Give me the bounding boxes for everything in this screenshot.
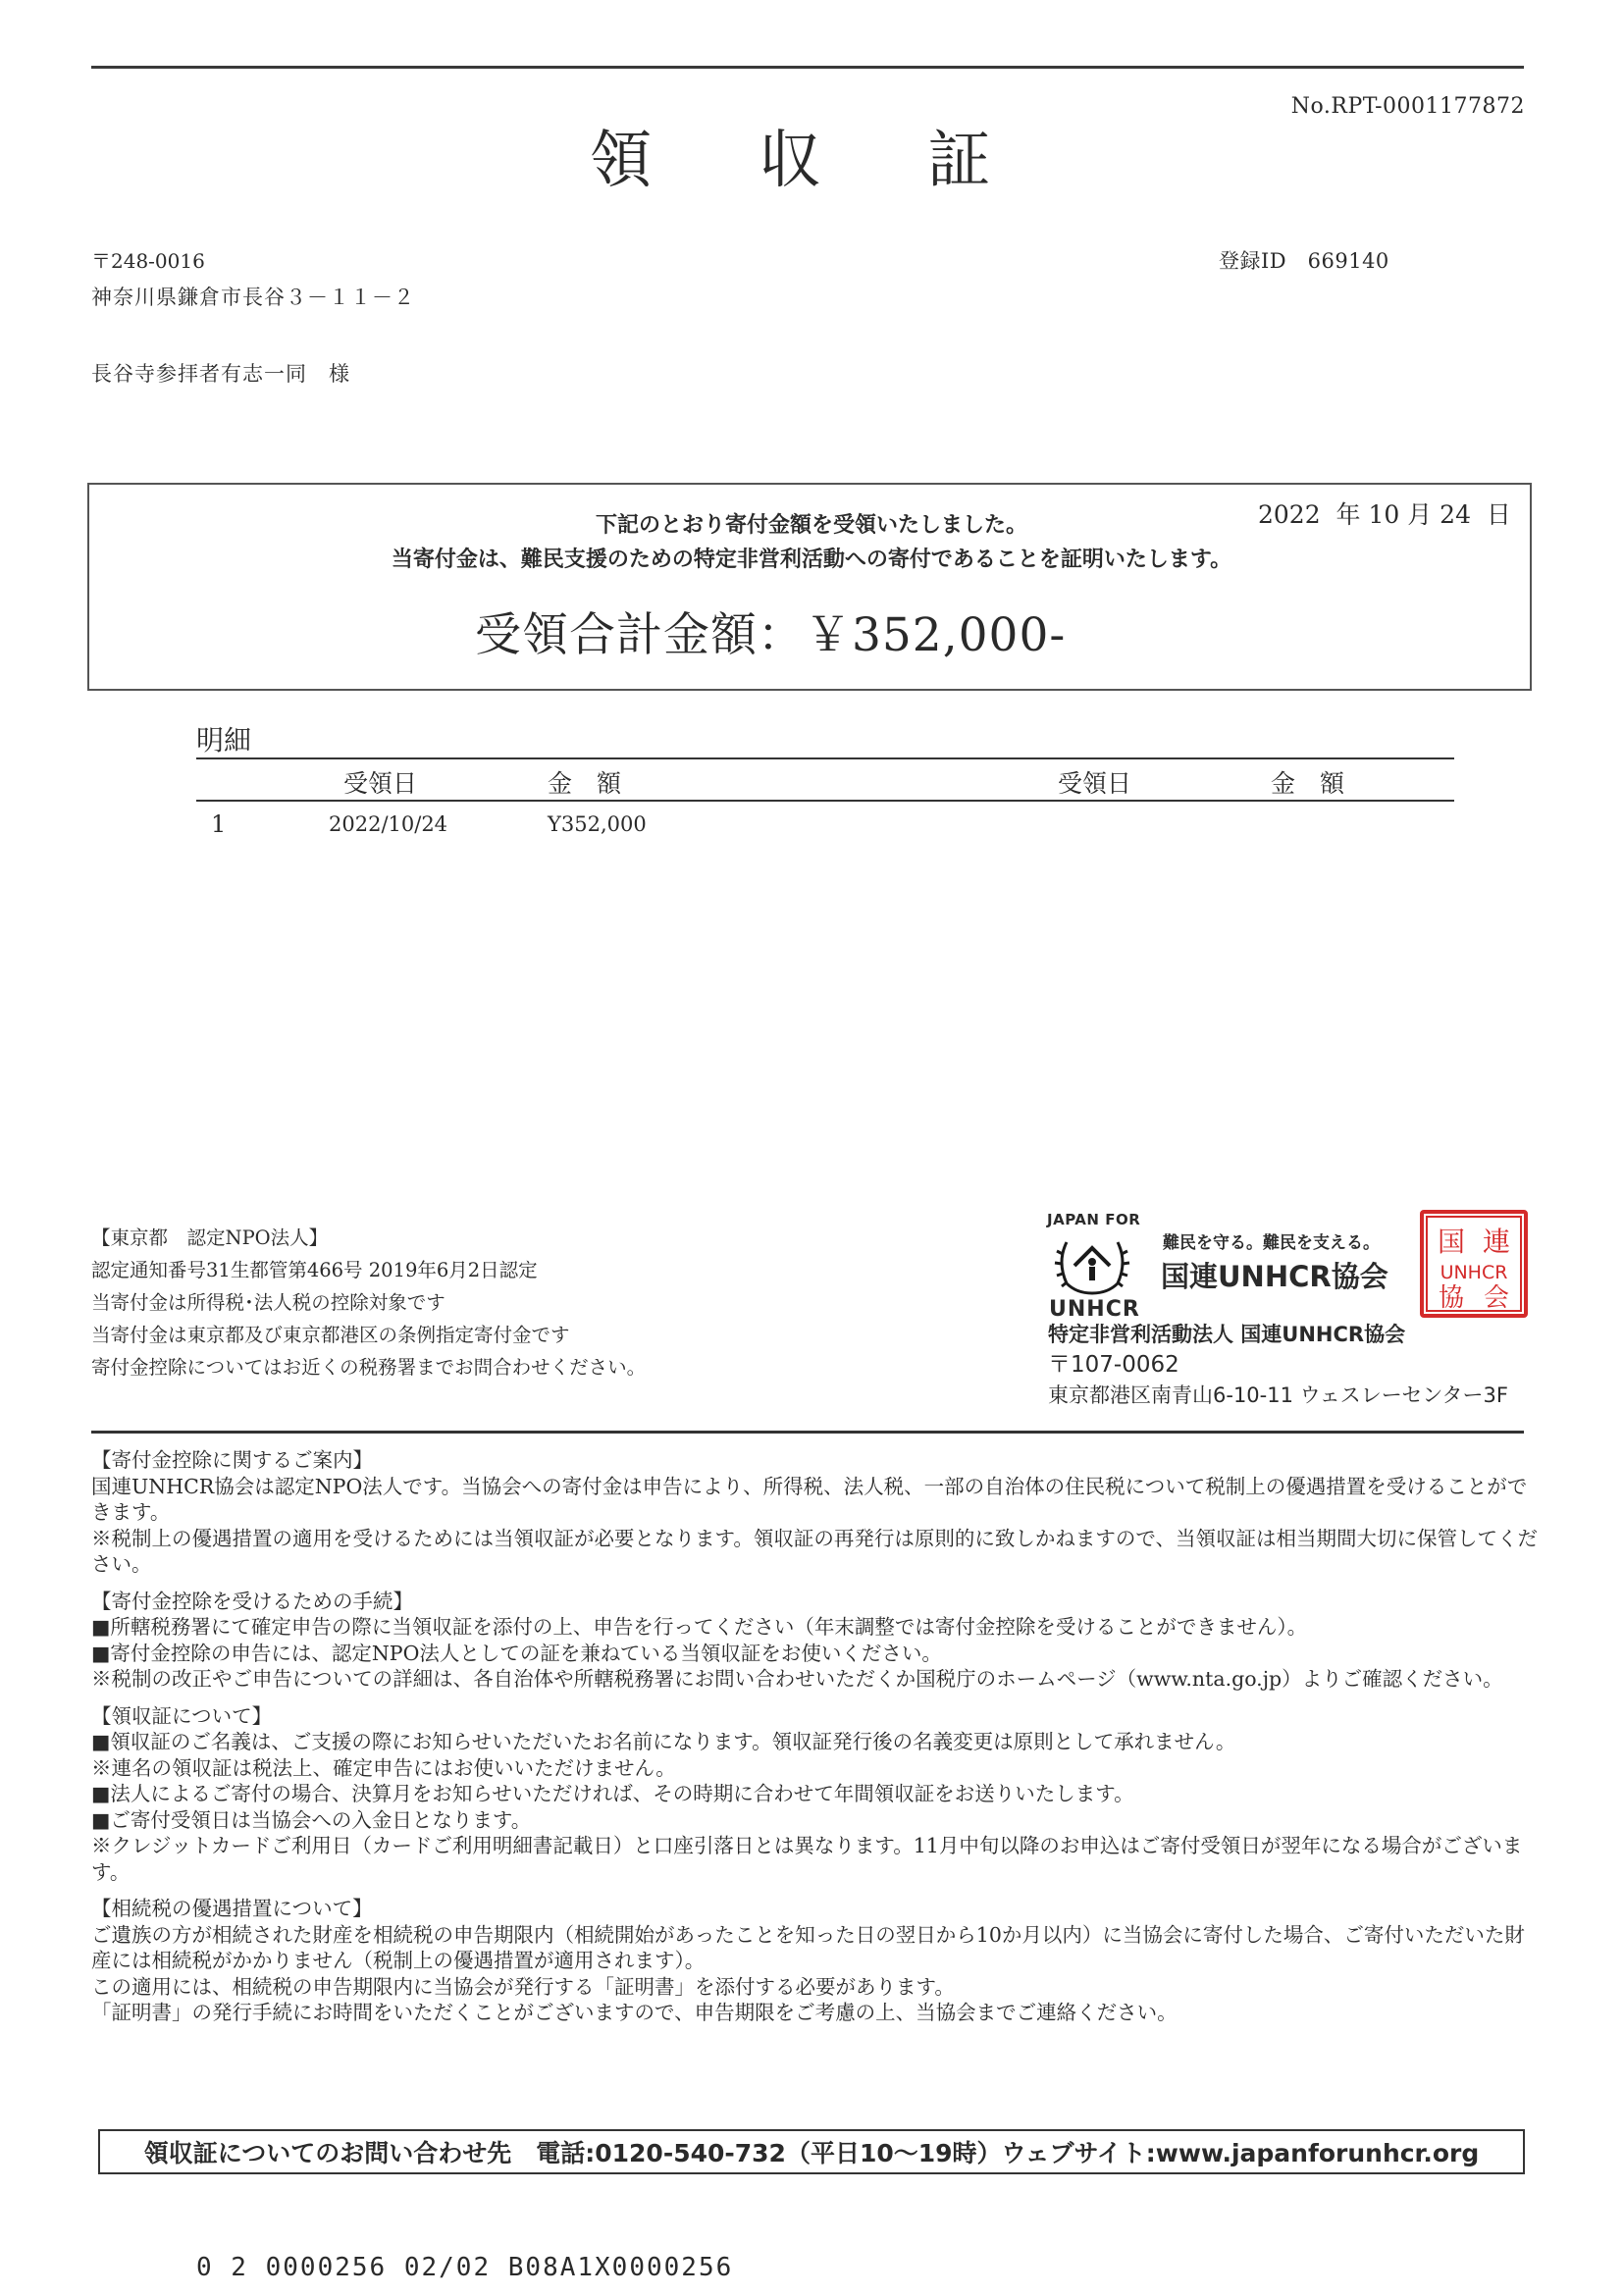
npo-info xyxy=(91,1222,646,1383)
notes-divider xyxy=(91,1431,1524,1434)
summary-statement-1: 下記のとおり寄付金額を受領いたしました。 xyxy=(595,512,1027,538)
recipient-postal-code: 〒248-0016 xyxy=(91,249,205,273)
logo-top-text: JAPAN FOR xyxy=(1047,1211,1141,1228)
note-heading: 【寄付金控除を受けるための手続】 xyxy=(91,1589,413,1613)
npo-info-line: 認定通知番号31生都管第466号 2019年6月2日認定 xyxy=(91,1259,538,1281)
notes-section xyxy=(91,1447,1542,2037)
svg-text:会: 会 xyxy=(1483,1283,1510,1313)
unhcr-emblem-icon xyxy=(1053,1232,1131,1297)
note-line: ■所轄税務署にて確定申告の際に当領収証を添付の上、申告を行ってください（年末調整では寄付金控除を受けることができません）。 xyxy=(91,1615,1308,1639)
details-header-date-1: 受領日 xyxy=(343,769,418,798)
recipient-address: 神奈川県鎌倉市長谷３－１１－２ xyxy=(91,286,415,309)
org-postal: 〒107-0062 xyxy=(1048,1352,1179,1378)
note-line: ※連名の領収証は税法上、確定申告にはお使いいただけません。 xyxy=(91,1755,676,1780)
details-header-rule xyxy=(196,800,1454,802)
note-line: この適用には、相続税の申告期限内に当協会が発行する「証明書」を添付する必要があります。 xyxy=(91,1974,955,1999)
note-line: 国連UNHCR協会は認定NPO法人です。当協会への寄付金は申告により、所得税、法人税、一部の自治体の住民税について税制上の優遇措置を受けることができます。 xyxy=(91,1474,1528,1524)
npo-info-line: 当寄付金は東京都及び東京都港区の条例指定寄付金です xyxy=(91,1324,570,1346)
org-address: 東京都港区南青山6-10-11 ウェスレーセンター3F xyxy=(1048,1383,1508,1407)
note-line: ■法人によるご寄付の場合、決算月をお知らせいただければ、その時期に合わせて年間領収証をお送りいたします。 xyxy=(91,1782,1134,1805)
contact-box: 領収証についてのお問い合わせ先 電話:0120-540-732（平日10～19時）ウェブサイト:www.japanforunhcr.org xyxy=(98,2129,1525,2174)
org-address-block xyxy=(1048,1320,1508,1411)
note-inheritance-tax xyxy=(91,1896,1542,2026)
seal-stamp-icon xyxy=(1424,1214,1524,1314)
org-name-logo: 国連UNHCR協会 xyxy=(1161,1260,1388,1293)
top-rule xyxy=(91,66,1524,69)
recipient-name: 長谷寺参拝者有志一同 様 xyxy=(91,362,350,386)
registration-id: 登録ID 669140 xyxy=(1219,249,1389,273)
note-line: ※クレジットカードご利用日（カードご利用明細書記載日）と口座引落日とは異なります。11月中旬以降のお申込はご寄付受領日が翌年になる場合がございます。 xyxy=(91,1834,1523,1884)
note-line: ご遺族の方が相続された財産を相続税の申告期限内（相続開始があったことを知った日の翌日から10か月以内）に当協会に寄付した場合、ご寄付いただいた財産には相続税がかかりません（税制上の優遇措置が適用されます）。 xyxy=(91,1922,1525,1972)
npo-info-line: 【東京都 認定NPO法人】 xyxy=(91,1226,329,1249)
note-line: 「証明書」の発行手続にお時間をいただくことがございますので、申告期限をご考慮の上、当協会までご連絡ください。 xyxy=(91,2001,1178,2024)
logo-bottom-text: UNHCR xyxy=(1049,1297,1140,1322)
npo-info-line: 当寄付金は所得税･法人税の控除対象です xyxy=(91,1291,445,1314)
note-heading: 【相続税の優遇措置について】 xyxy=(91,1897,373,1920)
details-header-amount-2: 金 額 xyxy=(1271,769,1345,798)
issue-date: 2022 年 10 月 24 日 xyxy=(1258,500,1511,529)
official-seal xyxy=(1420,1210,1528,1318)
details-row-amount: Y352,000 xyxy=(548,812,647,836)
summary-statement-2: 当寄付金は、難民支援のための特定非営利活動への寄付であることを証明いたします。 xyxy=(391,547,1232,572)
receipt-number: No.RPT-0001177872 xyxy=(1290,94,1525,119)
details-row-date: 2022/10/24 xyxy=(329,812,448,836)
npo-info-line: 寄付金控除についてはお近くの税務署までお問合わせください。 xyxy=(91,1356,647,1379)
details-header-amount-1: 金 額 xyxy=(548,769,622,798)
total-amount: 受領合計金額：￥352,000- xyxy=(475,608,1067,662)
note-heading: 【領収証について】 xyxy=(91,1703,273,1728)
svg-text:国: 国 xyxy=(1437,1226,1466,1258)
footer-code: 0 2 0000256 02/02 B08A1X0000256 xyxy=(196,2253,734,2282)
org-full-name: 特定非営利活動法人 国連UNHCR協会 xyxy=(1048,1323,1406,1346)
svg-text:連: 連 xyxy=(1482,1226,1511,1258)
note-line: ■寄付金控除の申告には、認定NPO法人としての証を兼ねている当領収証をお使いください。 xyxy=(91,1641,942,1665)
org-tagline: 難民を守る。難民を支える。 xyxy=(1163,1233,1380,1253)
note-line: ※税制上の優遇措置の適用を受けるためには当領収証が必要となります。領収証の再発行は原則的に致しかねますので、当領収証は相当期間大切に保管してください。 xyxy=(91,1526,1538,1576)
details-title: 明細 xyxy=(196,724,252,757)
note-line: ■領収証のご名義は、ご支援の際にお知らせいただいたお名前になります。領収証発行後の名義変更は原則として承れません。 xyxy=(91,1730,1236,1753)
details-header-date-2: 受領日 xyxy=(1058,769,1132,798)
page-title: 領 収 証 xyxy=(589,125,1034,197)
note-line: ■ご寄付受領日は当協会への入金日となります。 xyxy=(91,1807,532,1832)
note-about-receipt xyxy=(91,1703,1542,1886)
svg-text:UNHCR: UNHCR xyxy=(1440,1262,1508,1283)
svg-text:協: 協 xyxy=(1438,1283,1465,1313)
note-heading: 【寄付金控除に関するご案内】 xyxy=(91,1448,373,1472)
note-line: ※税制の改正やご申告についての詳細は、各自治体や所轄税務署にお問い合わせいただくか国税庁のホームページ（www.nta.go.jp）よりご確認ください。 xyxy=(91,1667,1503,1691)
note-donation-deduction xyxy=(91,1447,1542,1578)
note-deduction-procedure xyxy=(91,1589,1542,1693)
details-top-rule xyxy=(196,757,1454,759)
details-row-number: 1 xyxy=(211,810,227,838)
